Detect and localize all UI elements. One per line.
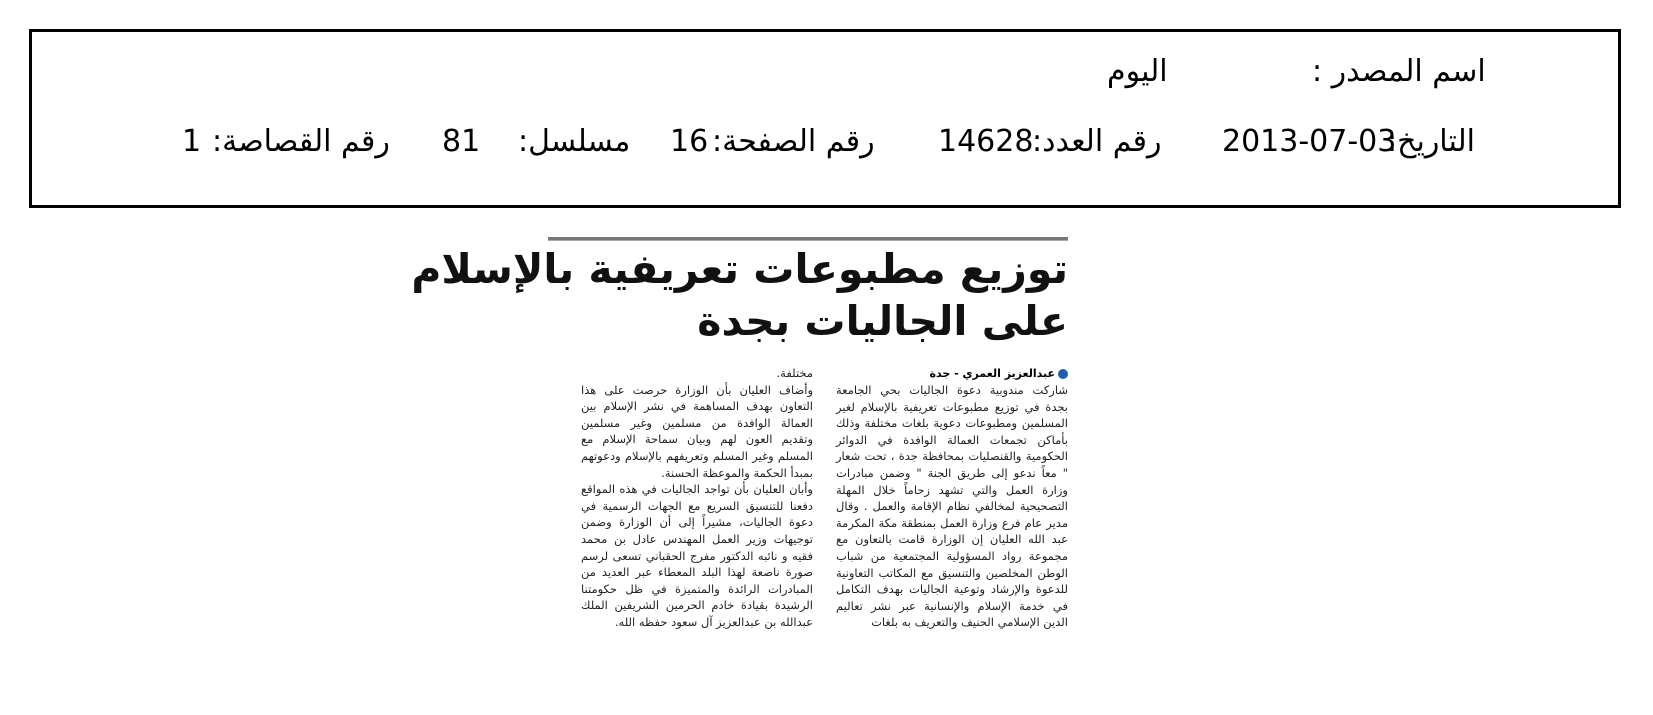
serial-label: مسلسل: [518,124,631,159]
headline-line-1: توزيع مطبوعات تعريفية بالإسلام [411,245,1068,293]
source-info-box [29,29,1621,208]
source-value: اليوم [1107,54,1168,89]
headline-line-2: على الجاليات بجدة [697,297,1068,345]
clip-label: رقم القصاصة: [212,124,390,159]
paragraph: وأبان العليان بأن تواجد الجاليات في هذه المواقع دفعنا للتنسيق السريع مع الجهات الرسمية في دعوة الجاليات، مشيراً إلى أن الوزارة وضمن توجيهات وزير العمل المهندس عادل بن محمد فقيه و نائبه الدكتور مفرج الحقباني تسعى لرسم صورة ناصعة لهذا البلد المعطاء عبر العديد من المبادرات الرائدة والمتميزة في ظل حكومتنا الرشيدة بقيادة خادم الحرمين الشريفين الملك عبدالله بن عبدالعزيز آل سعود حفظه الله. [581,482,813,629]
clip-value: 1 [182,124,202,159]
top-rule [548,237,1068,241]
article-column-right [836,382,1068,631]
source-label: اسم المصدر : [1312,54,1486,89]
paragraph: مختلفة. [776,366,813,380]
article-column-left [581,365,813,631]
serial-value: 81 [442,124,481,159]
issue-label: رقم العدد: [1032,124,1162,159]
paragraph: شاركت مندوبية دعوة الجاليات بحي الجامعة بجدة في توزيع مطبوعات تعريفية بالإسلام لغير المسلمين ومطبوعات دعوية بلغات مختلفة وذلك بأماكن تجمعات العمالة الوافدة في الدوائر الحكومية والقنصليات بمحافظة جدة ، تحت شعار " معاً ندعو إلى طريق الجنة " وضمن مبادرات وزارة العمل والتي تشهد زحاماً خلال المهلة التصحيحية لمخالفي نظام الإقامة والعمل . وقال مدير عام فرع وزارة العمل بمنطقة مكة المكرمة عبد الله العليان إن الوزارة قامت بالتعاون مع مجموعة رواد المسؤولية المجتمعية من شباب الوطن المخلصين والتنسيق مع المكاتب التعاونية للدعوة والإرشاد وتوعية الجاليات بهدف التكامل في خدمة الإسلام والإنسانية عبر نشر تعاليم الدين الإسلامي الحنيف والتعريف به بلغات [836,383,1068,630]
page-label: رقم الصفحة: [712,124,875,159]
page-value: 16 [670,124,709,159]
bullet-icon [1058,369,1068,379]
news-clipping [411,237,1068,657]
byline [929,367,1068,381]
paragraph: وأضاف العليان بأن الوزارة حرصت على هذا التعاون بهدف المساهمة في نشر الإسلام بين العمالة الوافدة من مسلمين وغير مسلمين وتقديم العون لهم وبيان سماحة الإسلام مع المسلم وغير المسلم وتعريفهم بالإسلام ودعوتهم بمبدأ الحكمة والموعظة الحسنة. [581,382,813,480]
issue-value: 14628 [938,124,1034,159]
date-value: 2013-07-03 [1222,124,1397,159]
date-label: التاريخ: [1387,124,1475,159]
byline-text: عبدالعزيز العمري - جدة [929,367,1055,380]
